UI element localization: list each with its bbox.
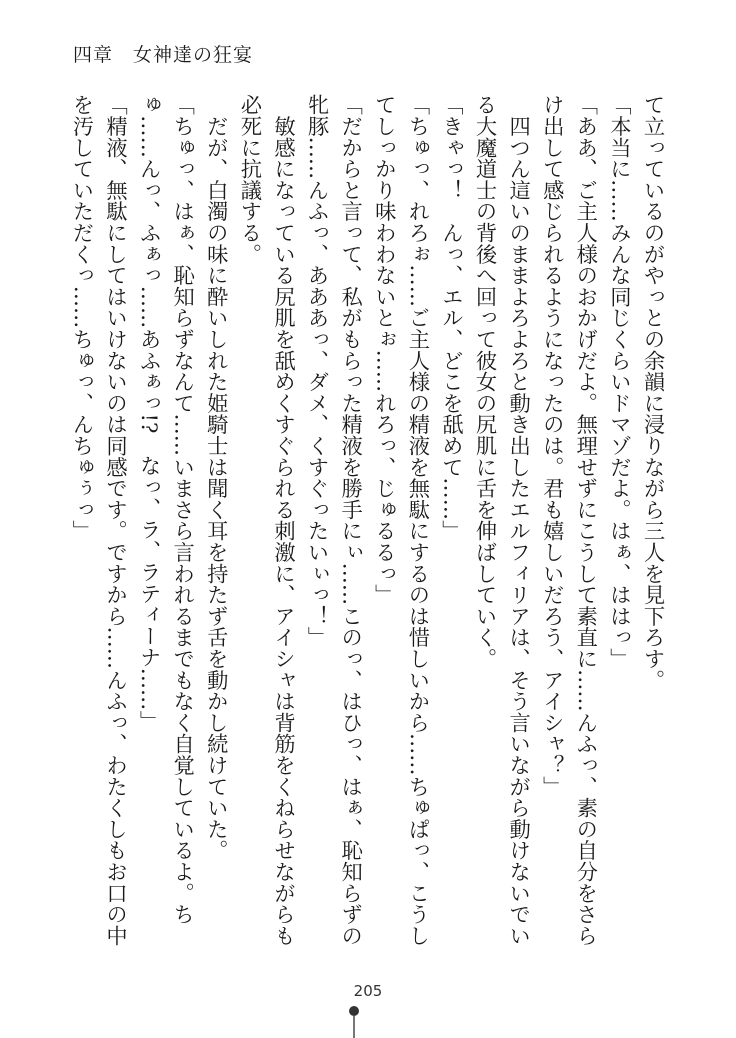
page-number: 205 [353, 982, 383, 1000]
body-text [63, 94, 669, 946]
paragraph: 「本当に……みんな同じくらいドマゾだよ。はぁ、ははっ」 [606, 94, 632, 670]
paragraph: 「ちゅっ、はぁ、恥知らずなんて……いまさら言われるまでもなく自覚しているよ。ちゅ……んっ、ふぁっ……あふぁっ!? なっ、ラ、ラティーナ……」 [136, 94, 195, 925]
paragraph: 「ああ、ご主人様のおかげだよ。無理せずにこうして素直に……んふっ、素の自分をさらけ出して感じられるようになったのは。君も嬉しいだろう、アイシャ？」 [539, 94, 598, 946]
chapter-header: 四章 女神達の狂宴 [73, 44, 254, 66]
paragraph: だが、白濁の味に酔いしれた姫騎士は聞く耳を持たず舌を動かし続けていた。 [203, 94, 229, 861]
paragraph: 「きゃっ！ んっ、エル、どこを舐めて……」 [438, 94, 464, 542]
paragraph: 「だからと言って、私がもらった精液を勝手にぃ……このっ、はひっ、はぁ、恥知らずの牝豚……んふっ、あああっ、ダメ、くすぐったいぃっ！」 [304, 94, 363, 946]
page-marker-line [353, 1016, 355, 1038]
paragraph: て立っているのがやっとの余韻に浸りながら三人を見下ろす。 [640, 94, 665, 691]
page-marker-icon [349, 1006, 359, 1016]
paragraph: 敏感になっている尻肌を舐めくすぐられる刺激に、アイシャは背筋をくねらせながらも必死に抗議する。 [236, 94, 296, 946]
paragraph: 四つん這いのままよろよろと動き出したエルフィリアは、そう言いながら動けないでいる大魔道士の背後へ回って彼女の尻肌に舌を伸ばしていく。 [472, 94, 531, 946]
paragraph: 「ちゅっ、れろぉ……ご主人様の精液を無駄にするのは惜しいから……ちゅぱっ、こうしてしっかり味わわないとぉ……れろっ、じゅるるっ」 [371, 94, 430, 946]
paragraph: 「精液、無駄にしてはいけないのは同感です。ですから……んふっ、わたくしもお口の中を汚していただくっ……ちゅっ、んちゅぅっ」 [68, 94, 128, 946]
